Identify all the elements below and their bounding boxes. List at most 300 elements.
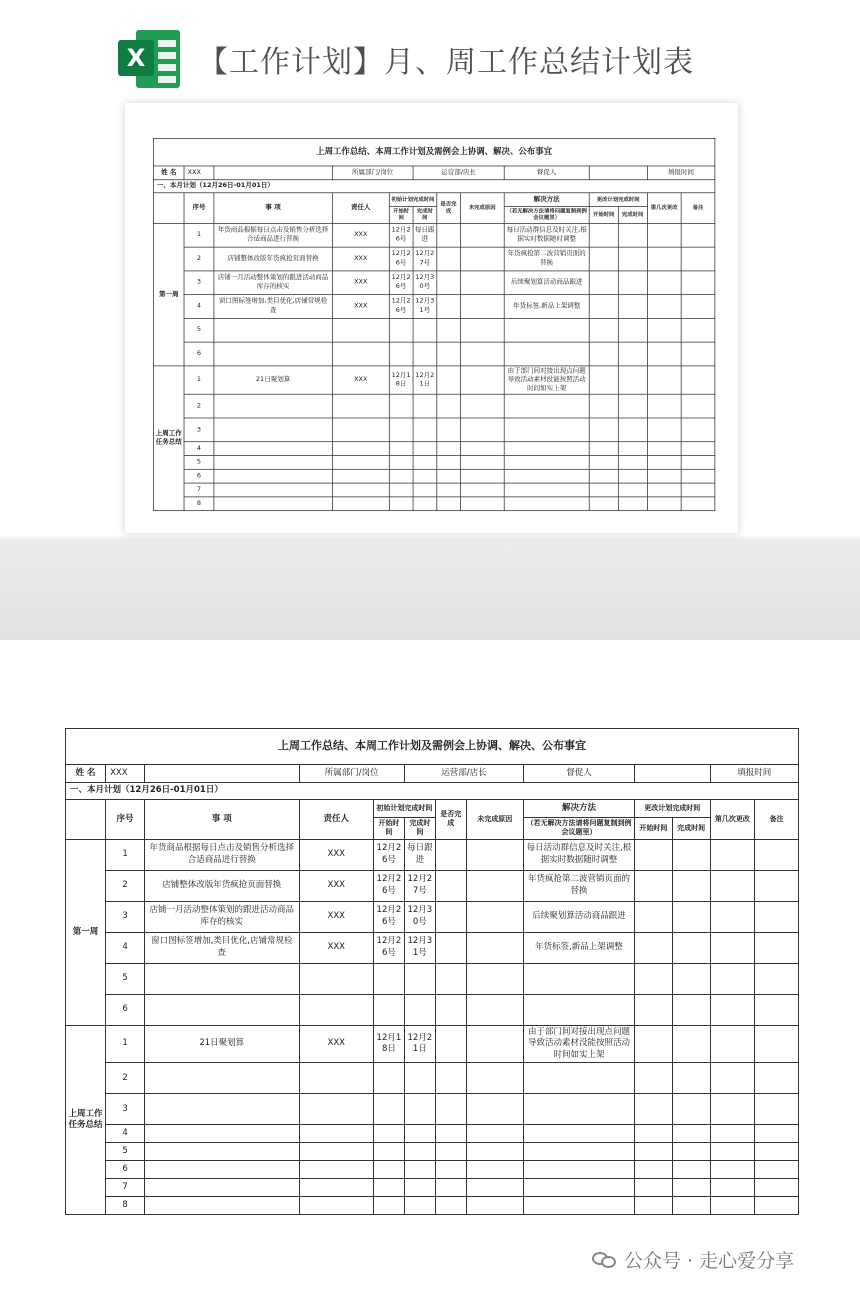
cell-change-start	[589, 318, 618, 342]
cell-nth-change	[647, 223, 681, 247]
cell-change-finish	[672, 1094, 710, 1125]
cell-nth-change	[647, 271, 681, 295]
cell-finish	[413, 342, 437, 366]
cell-remark	[755, 1063, 799, 1094]
cell-owner	[332, 442, 389, 456]
cell-item: 店铺整体改版年货疯抢页面替换	[214, 247, 332, 271]
cell-method: 年货标签,新品上架调整	[504, 295, 589, 319]
cell-nth-change	[710, 901, 755, 932]
cell-change-finish	[672, 1179, 710, 1197]
cell-change-finish	[672, 1025, 710, 1062]
cell-owner	[332, 470, 389, 484]
cell-start	[373, 1094, 404, 1125]
cell-nth-change	[710, 932, 755, 963]
cell-item: 21日聚划算	[144, 1025, 299, 1062]
cell-reason	[460, 223, 504, 247]
date-label: 填报时间	[710, 765, 798, 783]
group-label: 第一周	[153, 223, 184, 365]
cell-reason	[466, 901, 523, 932]
cell-nth-change	[710, 994, 755, 1025]
cell-nth-change	[710, 1063, 755, 1094]
cell-seq: 1	[106, 1025, 145, 1062]
cell-item	[214, 342, 332, 366]
cell-finish: 12月31号	[413, 295, 437, 319]
cell-change-start	[634, 839, 672, 870]
cell-change-start	[589, 247, 618, 271]
cell-nth-change	[710, 1179, 755, 1197]
cell-change-finish	[618, 223, 647, 247]
cell-nth-change	[647, 483, 681, 497]
cell-reason	[460, 342, 504, 366]
blank-cell	[214, 166, 332, 180]
cell-reason	[460, 470, 504, 484]
cell-done	[437, 394, 461, 418]
col-method-note: （若无解决方法请将问题复制到例会议题里）	[504, 207, 589, 224]
page-title: 【工作计划】月、周工作总结计划表	[198, 45, 694, 80]
watermark-text: 公众号 · 走心爱分享	[624, 1250, 795, 1272]
cell-seq: 3	[184, 271, 214, 295]
cell-owner: XXX	[332, 247, 389, 271]
cell-method	[523, 1197, 634, 1215]
cell-owner	[299, 1197, 373, 1215]
cell-remark	[681, 394, 715, 418]
cell-finish	[404, 1125, 435, 1143]
cell-change-finish	[672, 901, 710, 932]
cell-remark	[755, 901, 799, 932]
table-row	[66, 932, 799, 963]
cell-seq: 1	[184, 223, 214, 247]
cell-start	[373, 1161, 404, 1179]
cell-method	[504, 318, 589, 342]
cell-done	[437, 318, 461, 342]
supervisor-label: 督促人	[504, 166, 589, 180]
col-change-start: 开始时间	[634, 818, 672, 840]
cell-finish	[413, 418, 437, 442]
cell-change-finish	[672, 1161, 710, 1179]
table-row	[66, 994, 799, 1025]
cell-remark	[755, 932, 799, 963]
cell-done	[435, 1197, 466, 1215]
cell-start: 12月26号	[389, 271, 413, 295]
cell-finish	[413, 442, 437, 456]
cell-change-start	[634, 1143, 672, 1161]
cell-nth-change	[710, 839, 755, 870]
cell-finish: 每日跟进	[404, 839, 435, 870]
cell-method: 后续聚划算活动商品跟进	[504, 271, 589, 295]
cell-done	[435, 1094, 466, 1125]
cell-finish	[404, 994, 435, 1025]
cell-reason	[460, 497, 504, 511]
cell-change-finish	[618, 342, 647, 366]
name-value: XXX	[106, 765, 145, 783]
cell-done	[435, 1025, 466, 1062]
table-row	[66, 1161, 799, 1179]
cell-finish	[413, 483, 437, 497]
cell-owner	[299, 1179, 373, 1197]
cell-start	[373, 1179, 404, 1197]
cell-start	[389, 318, 413, 342]
cell-nth-change	[710, 1125, 755, 1143]
cell-nth-change	[647, 366, 681, 395]
cell-seq: 8	[184, 497, 214, 511]
cell-finish: 12月21日	[404, 1025, 435, 1062]
cell-item	[144, 1063, 299, 1094]
cell-nth-change	[647, 295, 681, 319]
cell-owner: XXX	[332, 271, 389, 295]
col-change-group: 更改计划完成时间	[589, 193, 647, 207]
cell-done	[435, 994, 466, 1025]
cell-done	[435, 932, 466, 963]
cell-nth-change	[710, 1143, 755, 1161]
cell-nth-change	[647, 247, 681, 271]
cell-start	[389, 470, 413, 484]
cell-method	[504, 470, 589, 484]
cell-method: 每日活动群信息及时关注,根据实时数据随时调整	[523, 839, 634, 870]
cell-remark	[681, 223, 715, 247]
col-remark: 备注	[755, 800, 799, 840]
cell-start	[373, 1197, 404, 1215]
cell-start: 12月26号	[373, 901, 404, 932]
table-row	[66, 1125, 799, 1143]
cell-item	[214, 470, 332, 484]
cell-change-start	[634, 1161, 672, 1179]
cell-seq: 6	[106, 1161, 145, 1179]
col-owner: 责任人	[332, 193, 389, 224]
cell-change-start	[589, 456, 618, 470]
col-start: 开始时间	[373, 818, 404, 840]
cell-method	[523, 1143, 634, 1161]
cell-change-finish	[672, 1143, 710, 1161]
cell-item: 店铺整体改版年货疯抢页面替换	[144, 870, 299, 901]
table-row	[153, 442, 714, 456]
cell-change-start	[589, 483, 618, 497]
cell-method: 由于部门间对接出现点问题导致活动素材没能按照活动时间如实上架	[504, 366, 589, 395]
cell-start	[389, 442, 413, 456]
cell-owner	[299, 963, 373, 994]
cell-seq: 4	[184, 295, 214, 319]
header	[118, 26, 694, 92]
cell-change-start	[634, 1125, 672, 1143]
cell-item	[214, 456, 332, 470]
cell-start: 12月26号	[373, 932, 404, 963]
cell-change-start	[589, 497, 618, 511]
cell-finish	[413, 497, 437, 511]
col-change-finish: 完成时间	[672, 818, 710, 840]
sheet-title: 上周工作总结、本周工作计划及需例会上协调、解决、公布事宜	[66, 729, 799, 765]
cell-method	[523, 1063, 634, 1094]
cell-owner	[299, 1063, 373, 1094]
cell-change-finish	[618, 497, 647, 511]
cell-item	[214, 418, 332, 442]
watermark	[592, 1246, 794, 1273]
table-row	[66, 870, 799, 901]
cell-owner: XXX	[299, 1025, 373, 1062]
cell-seq: 4	[106, 1125, 145, 1143]
cell-reason	[460, 247, 504, 271]
cell-owner	[332, 418, 389, 442]
cell-start: 12月18日	[389, 366, 413, 395]
cell-start: 12月26号	[389, 247, 413, 271]
cell-item: 店铺一月活动整体策划的跟进活动商品库存的核实	[214, 271, 332, 295]
cell-remark	[681, 271, 715, 295]
supervisor-value	[589, 166, 647, 180]
cell-start: 12月26号	[373, 839, 404, 870]
cell-reason	[466, 994, 523, 1025]
cell-start	[389, 497, 413, 511]
cell-reason	[460, 418, 504, 442]
cell-item	[144, 1125, 299, 1143]
cell-change-start	[589, 442, 618, 456]
cell-finish	[413, 470, 437, 484]
cell-reason	[460, 271, 504, 295]
cell-change-start	[589, 470, 618, 484]
cell-reason	[466, 1197, 523, 1215]
cell-item	[214, 483, 332, 497]
cell-done	[437, 418, 461, 442]
table-row	[153, 497, 714, 511]
group-label: 上周工作任务总结	[66, 1025, 106, 1214]
cell-reason	[466, 1125, 523, 1143]
cell-change-start	[589, 366, 618, 395]
cell-done	[437, 247, 461, 271]
cell-method	[523, 1094, 634, 1125]
cell-owner: XXX	[299, 839, 373, 870]
cell-reason	[466, 839, 523, 870]
group-label: 上周工作任务总结	[153, 366, 184, 511]
cell-seq: 6	[184, 470, 214, 484]
cell-owner	[332, 394, 389, 418]
cell-done	[435, 870, 466, 901]
cell-owner	[332, 342, 389, 366]
cell-done	[435, 1179, 466, 1197]
cell-item	[214, 394, 332, 418]
cell-start: 12月26号	[389, 223, 413, 247]
cell-remark	[755, 994, 799, 1025]
cell-seq: 5	[106, 963, 145, 994]
table-row	[66, 1025, 799, 1062]
cell-change-start	[634, 1025, 672, 1062]
cell-change-start	[589, 394, 618, 418]
cell-finish	[404, 1143, 435, 1161]
wechat-icon	[592, 1250, 618, 1270]
cell-done	[437, 295, 461, 319]
table-row	[153, 271, 714, 295]
section-header: 一、本月计划（12月26日-01月01日）	[153, 180, 714, 193]
cell-change-start	[634, 870, 672, 901]
cell-nth-change	[647, 418, 681, 442]
cell-method	[523, 963, 634, 994]
cell-finish	[404, 1094, 435, 1125]
cell-method	[523, 1125, 634, 1143]
table-row	[153, 366, 714, 395]
col-done: 是否完成	[435, 800, 466, 840]
cell-change-finish	[618, 442, 647, 456]
cell-change-finish	[672, 1063, 710, 1094]
cell-method: 由于部门间对接出现点问题导致活动素材没能按照活动时间如实上架	[523, 1025, 634, 1062]
cell-remark	[755, 1161, 799, 1179]
cell-seq: 3	[184, 418, 214, 442]
cell-owner	[299, 1125, 373, 1143]
cell-owner	[332, 456, 389, 470]
col-remark: 备注	[681, 193, 715, 224]
cell-finish: 12月30号	[413, 271, 437, 295]
cell-nth-change	[647, 394, 681, 418]
cell-done	[435, 1143, 466, 1161]
cell-change-finish	[618, 483, 647, 497]
cell-item	[214, 497, 332, 511]
table-row	[153, 483, 714, 497]
cell-reason	[466, 932, 523, 963]
cell-seq: 1	[184, 366, 214, 395]
cell-method	[504, 418, 589, 442]
cell-seq: 3	[106, 1094, 145, 1125]
cell-nth-change	[710, 1094, 755, 1125]
cell-start	[389, 394, 413, 418]
cell-done	[437, 456, 461, 470]
cell-change-start	[589, 418, 618, 442]
cell-change-finish	[618, 318, 647, 342]
supervisor-value	[634, 765, 710, 783]
cell-remark	[755, 870, 799, 901]
cell-item: 店铺一月活动整体策划的跟进活动商品库存的核实	[144, 901, 299, 932]
cell-change-start	[634, 1179, 672, 1197]
cell-method	[504, 497, 589, 511]
cell-change-start	[634, 932, 672, 963]
spreadsheet-preview-small	[125, 103, 738, 533]
table-row	[66, 1197, 799, 1215]
col-nth-change: 第几次更改	[647, 193, 681, 224]
cell-done	[435, 1125, 466, 1143]
cell-start: 12月26号	[389, 295, 413, 319]
cell-reason	[460, 456, 504, 470]
cell-done	[437, 483, 461, 497]
col-done: 是否完成	[437, 193, 461, 224]
cell-done	[435, 1161, 466, 1179]
cell-start	[373, 1143, 404, 1161]
cell-done	[437, 470, 461, 484]
cell-remark	[755, 1125, 799, 1143]
spreadsheet-preview-large	[30, 676, 833, 1261]
cell-seq: 2	[184, 394, 214, 418]
cell-start	[373, 994, 404, 1025]
table-row	[153, 342, 714, 366]
cell-remark	[681, 295, 715, 319]
cell-start: 12月26号	[373, 870, 404, 901]
cell-item	[144, 1179, 299, 1197]
cell-reason	[460, 295, 504, 319]
cell-nth-change	[710, 1025, 755, 1062]
plan-table	[153, 138, 715, 511]
col-item: 事 项	[144, 800, 299, 840]
cell-remark	[755, 1179, 799, 1197]
table-row	[153, 318, 714, 342]
cell-owner: XXX	[299, 870, 373, 901]
plan-table	[65, 728, 799, 1215]
cell-reason	[460, 483, 504, 497]
table-row	[153, 418, 714, 442]
cell-item	[144, 963, 299, 994]
col-seq: 序号	[184, 193, 214, 224]
cell-start	[373, 963, 404, 994]
cell-finish	[404, 963, 435, 994]
cell-owner	[332, 497, 389, 511]
cell-item: 21日聚划算	[214, 366, 332, 395]
cell-change-finish	[672, 994, 710, 1025]
col-owner: 责任人	[299, 800, 373, 840]
col-start: 开始时间	[389, 207, 413, 224]
group-header-blank	[153, 193, 184, 224]
cell-method: 每日活动群信息及时关注,根据实时数据随时调整	[504, 223, 589, 247]
cell-seq: 5	[184, 318, 214, 342]
cell-remark	[681, 318, 715, 342]
cell-method	[504, 442, 589, 456]
col-change-finish: 完成时间	[618, 207, 647, 224]
cell-seq: 4	[106, 932, 145, 963]
sheet-title: 上周工作总结、本周工作计划及需例会上协调、解决、公布事宜	[153, 138, 714, 166]
cell-owner	[332, 318, 389, 342]
cell-start	[389, 456, 413, 470]
col-item: 事 项	[214, 193, 332, 224]
cell-done	[437, 271, 461, 295]
cell-done	[437, 366, 461, 395]
excel-logo-icon: X	[118, 28, 182, 90]
cell-method	[523, 994, 634, 1025]
cell-seq: 3	[106, 901, 145, 932]
cell-seq: 7	[184, 483, 214, 497]
name-value: XXX	[184, 166, 214, 180]
cell-change-finish	[618, 271, 647, 295]
cell-reason	[460, 394, 504, 418]
col-method-note: （若无解决方法请将问题复制到例会议题里）	[523, 818, 634, 840]
cell-seq: 6	[106, 994, 145, 1025]
cell-seq: 1	[106, 839, 145, 870]
cell-item	[214, 442, 332, 456]
cell-reason	[466, 870, 523, 901]
cell-owner: XXX	[332, 223, 389, 247]
table-row	[153, 456, 714, 470]
cell-owner: XXX	[299, 901, 373, 932]
cell-done	[437, 342, 461, 366]
cell-remark	[681, 418, 715, 442]
cell-remark	[681, 470, 715, 484]
cell-change-start	[589, 223, 618, 247]
col-nth-change: 第几次更改	[710, 800, 755, 840]
cell-start	[389, 342, 413, 366]
table-row	[153, 295, 714, 319]
cell-change-start	[589, 271, 618, 295]
section-header: 一、本月计划（12月26日-01月01日）	[66, 783, 799, 800]
cell-change-finish	[618, 456, 647, 470]
cell-remark	[681, 342, 715, 366]
col-finish: 完成时间	[413, 207, 437, 224]
cell-reason	[466, 1063, 523, 1094]
supervisor-label: 督促人	[523, 765, 634, 783]
cell-done	[435, 1063, 466, 1094]
cell-seq: 5	[184, 456, 214, 470]
cell-start	[389, 418, 413, 442]
cell-change-finish	[672, 839, 710, 870]
cell-change-finish	[618, 247, 647, 271]
table-row	[153, 223, 714, 247]
cell-change-start	[634, 994, 672, 1025]
cell-reason	[466, 1161, 523, 1179]
table-row	[66, 1179, 799, 1197]
cell-method: 年货疯抢第二波营销页面的替换	[504, 247, 589, 271]
cell-remark	[681, 497, 715, 511]
cell-seq: 8	[106, 1197, 145, 1215]
col-method: 解决方法	[523, 800, 634, 818]
cell-method	[504, 394, 589, 418]
